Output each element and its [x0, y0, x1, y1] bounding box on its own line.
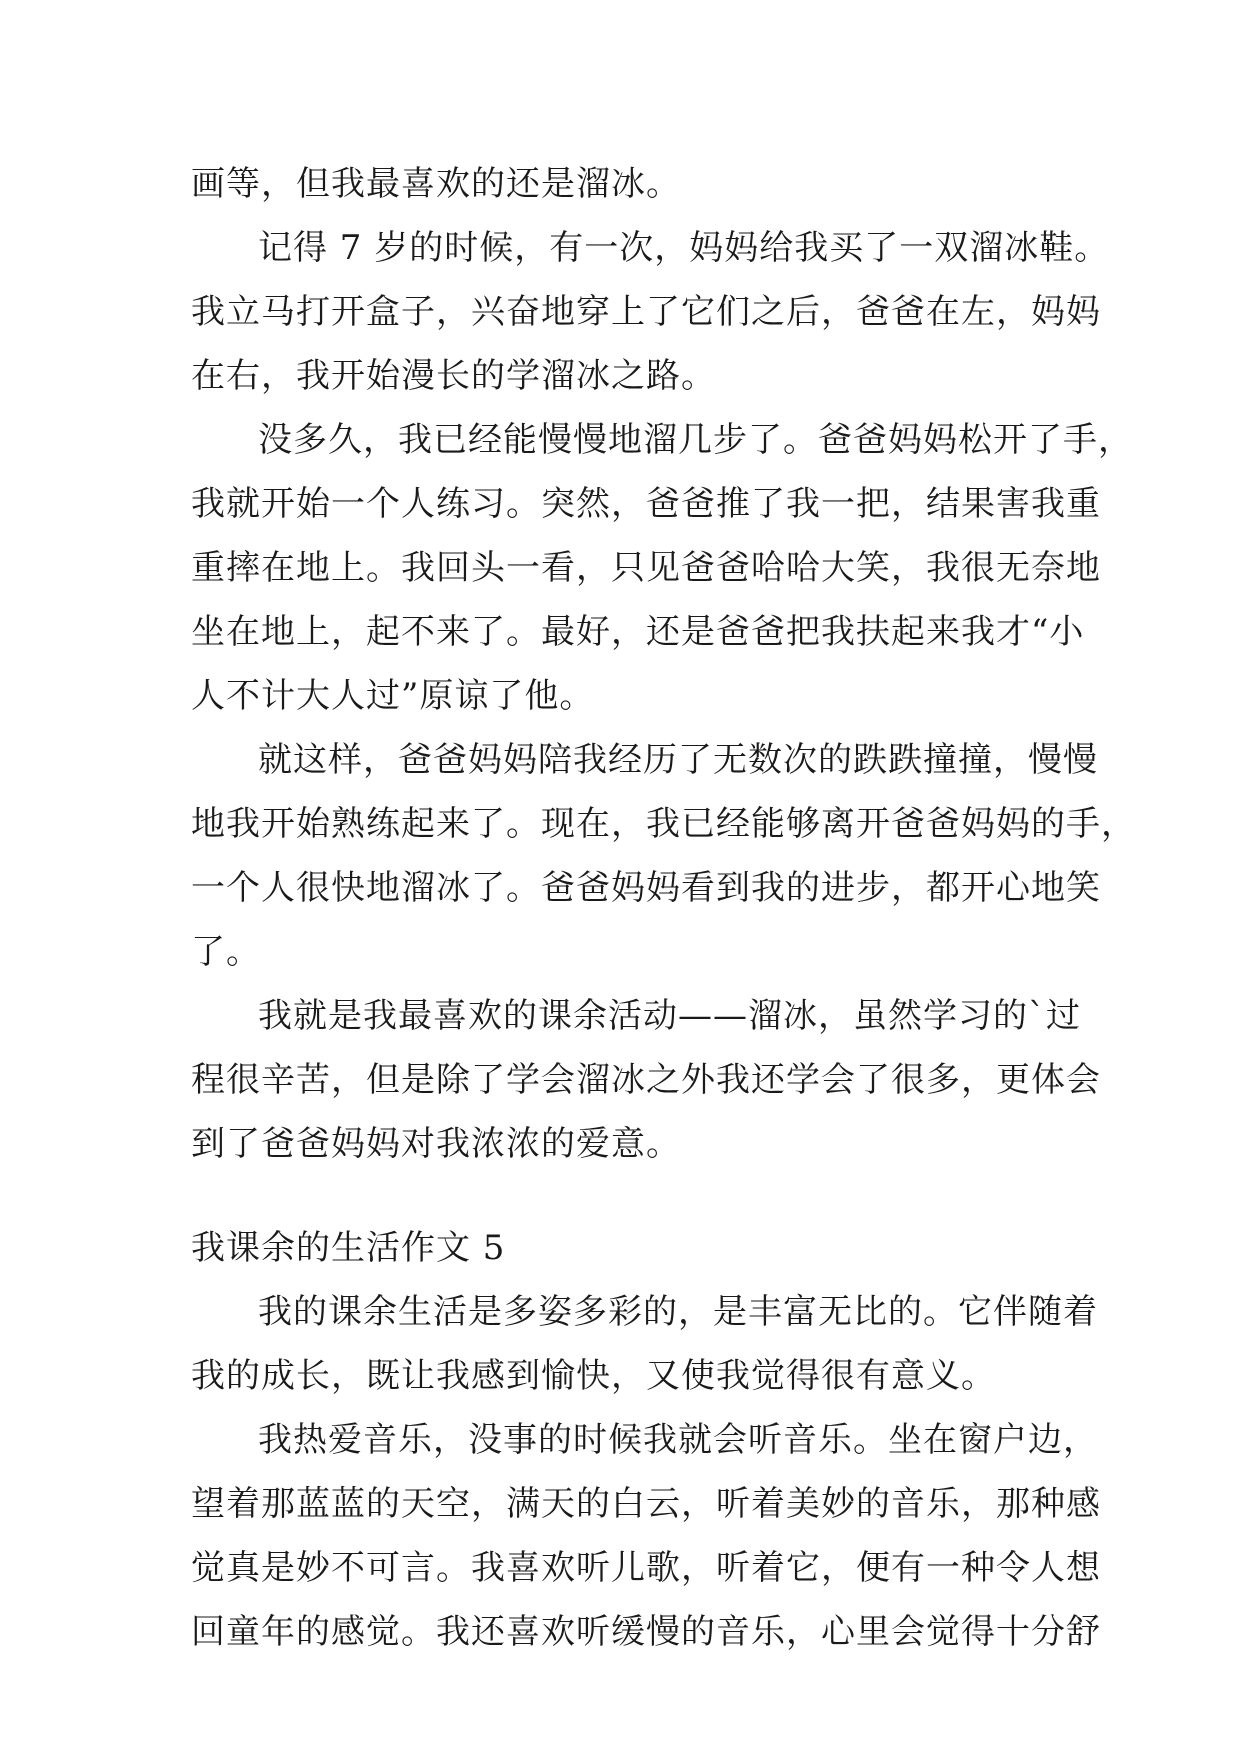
text-line: 在右，我开始漫长的学溜冰之路。 — [191, 356, 716, 396]
paragraph-start-line: 就这样，爸爸妈妈陪我经历了无数次的跌跌撞撞，慢慢 — [258, 740, 1098, 780]
section-title: 我课余的生活作文 5 — [191, 1228, 506, 1268]
text-line: 望着那蓝蓝的天空，满天的白云，听着美妙的音乐，那种感 — [191, 1484, 1101, 1524]
text-line: 到了爸爸妈妈对我浓浓的爱意。 — [191, 1124, 681, 1164]
text-line: 一个人很快地溜冰了。爸爸妈妈看到我的进步，都开心地笑 — [191, 868, 1101, 908]
paragraph-start-line: 记得 7 岁的时候，有一次，妈妈给我买了一双溜冰鞋。 — [258, 228, 1110, 268]
text-line: 回童年的感觉。我还喜欢听缓慢的音乐，心里会觉得十分舒 — [191, 1612, 1101, 1652]
text-line: 地我开始熟练起来了。现在，我已经能够离开爸爸妈妈的手， — [191, 804, 1136, 844]
text-line: 觉真是妙不可言。我喜欢听儿歌，听着它，便有一种令人想 — [191, 1548, 1101, 1588]
text-line: 我的成长，既让我感到愉快，又使我觉得很有意义。 — [191, 1356, 996, 1396]
text-line: 我就开始一个人练习。突然，爸爸推了我一把，结果害我重 — [191, 484, 1101, 524]
paragraph-start-line: 我热爱音乐，没事的时候我就会听音乐。坐在窗户边， — [258, 1420, 1098, 1460]
text-line: 我立马打开盒子，兴奋地穿上了它们之后，爸爸在左，妈妈 — [191, 292, 1101, 332]
text-line: 了。 — [191, 932, 261, 972]
paragraph-start-line: 我就是我最喜欢的课余活动——溜冰，虽然学习的`过 — [258, 996, 1081, 1036]
text-line: 重摔在地上。我回头一看，只见爸爸哈哈大笑，我很无奈地 — [191, 548, 1101, 588]
paragraph-start-line: 我的课余生活是多姿多彩的，是丰富无比的。它伴随着 — [258, 1292, 1098, 1332]
text-line: 画等，但我最喜欢的还是溜冰。 — [191, 164, 681, 204]
text-line: 人不计大人过”原谅了他。 — [191, 676, 595, 716]
paragraph-start-line: 没多久，我已经能慢慢地溜几步了。爸爸妈妈松开了手， — [258, 420, 1133, 460]
text-line: 坐在地上，起不来了。最好，还是爸爸把我扶起来我才“小 — [191, 612, 1085, 652]
text-line: 程很辛苦，但是除了学会溜冰之外我还学会了很多，更体会 — [191, 1060, 1101, 1100]
